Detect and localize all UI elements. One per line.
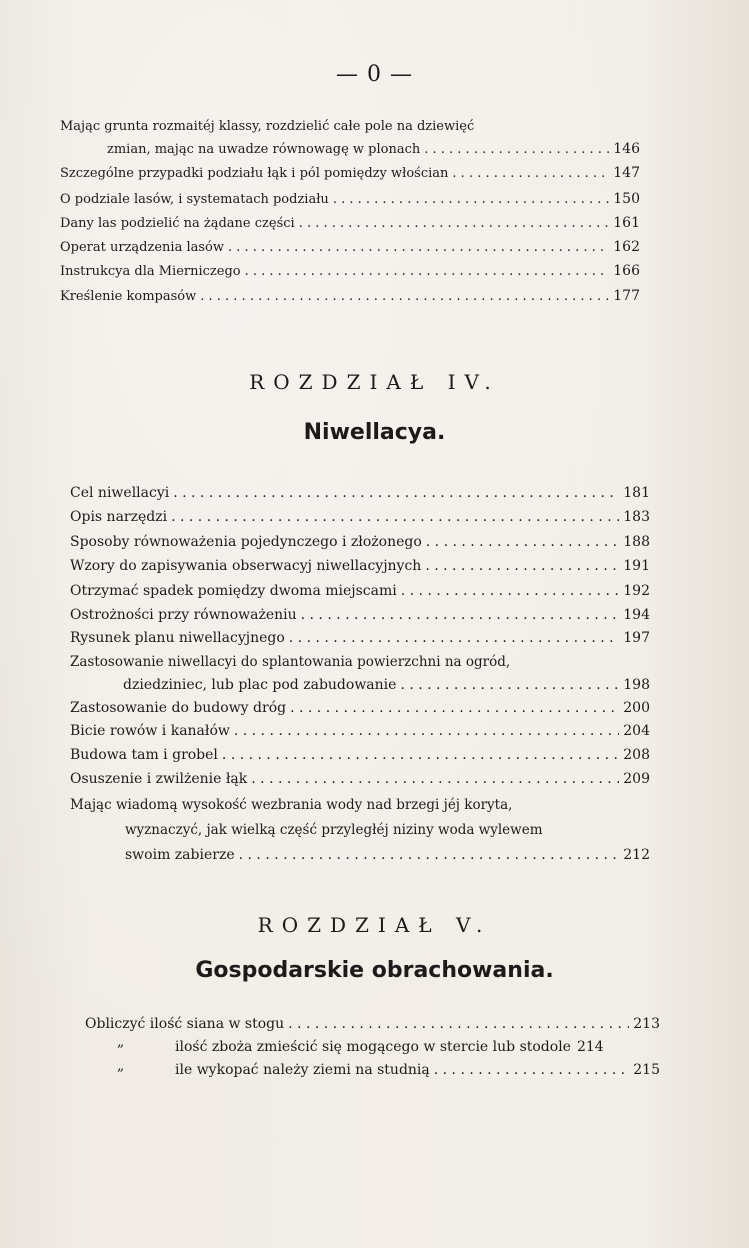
toc-page-number: 162: [613, 239, 640, 255]
toc-page-number: 194: [623, 607, 650, 623]
toc-entry: Ostrożności przy równoważeniu . . . 194: [70, 605, 650, 625]
toc-page-number: 192: [623, 583, 650, 599]
toc-page-number: 214: [576, 1039, 604, 1055]
toc-entry: Zastosowanie do budowy dróg . . . 200: [70, 698, 650, 718]
toc-entry: ilość zboża zmieścić się mogącego w stercie lub stodole 214: [175, 1039, 604, 1055]
toc-page-number: 146: [613, 141, 640, 157]
toc-entry: Kreślenie kompasów . . . 177: [60, 286, 640, 306]
toc-entry: Szczególne przypadki podziału łąk i pól pomiędzy włościan . . . 147: [60, 163, 640, 183]
toc-entry-continuation: dziedziniec, lub plac pod zabudowanie . . . 198: [123, 675, 650, 695]
leader-dots: [434, 1060, 630, 1080]
chapter-title: Niwellacya.: [303, 420, 446, 445]
toc-entry: Cel niwellacyi . . . 181: [70, 483, 650, 503]
page-number: — 0 —: [336, 62, 413, 87]
toc-entry: Bicie rowów i kanałów . . . 204: [70, 721, 650, 741]
toc-page-number: 215: [633, 1062, 660, 1078]
leader-dots: [401, 581, 620, 601]
leader-dots: [425, 556, 619, 576]
leader-dots: [234, 721, 619, 741]
leader-dots: [222, 745, 619, 765]
toc-entry: Dany las podzielić na żądane części . . . 161: [60, 213, 640, 233]
leader-dots: [400, 675, 619, 695]
toc-page-number: 191: [623, 558, 650, 574]
toc-entry-label: Mając grunta rozmaitéj klassy, rozdzielić całe pole na dziewięć: [60, 119, 475, 134]
leader-dots: [301, 605, 620, 625]
leader-dots: [299, 214, 610, 234]
ditto-mark: „: [117, 1034, 125, 1050]
leader-dots: [251, 769, 619, 789]
toc-page-number: 204: [623, 723, 650, 739]
toc-entry: Budowa tam i grobel . . . 208: [70, 745, 650, 765]
chapter-title: Gospodarskie obrachowania.: [195, 958, 554, 983]
leader-dots: [426, 532, 620, 552]
leader-dots: [333, 190, 609, 210]
leader-dots: [200, 287, 609, 307]
leader-dots: [290, 698, 619, 718]
toc-page-number: 166: [613, 263, 640, 279]
toc-entry: Osuszenie i zwilżenie łąk . . . 209: [70, 769, 650, 789]
toc-page-number: 200: [623, 700, 650, 716]
chapter-heading: ROZDZIAŁ IV.: [249, 370, 500, 394]
toc-entry: ile wykopać należy ziemi na studnią . . . 215: [175, 1060, 660, 1080]
toc-page-number: 177: [613, 288, 640, 304]
ditto-mark: „: [117, 1058, 125, 1074]
toc-entry: Obliczyć ilość siana w stogu . . . 213: [85, 1014, 660, 1034]
chapter-heading: ROZDZIAŁ V.: [257, 913, 492, 937]
leader-dots: [245, 262, 610, 282]
toc-page-number: 150: [613, 191, 640, 207]
toc-entry: Zastosowanie niwellacyi do splantowania powierzchni na ogród,: [70, 654, 511, 670]
toc-entry-continuation: wyznaczyć, jak wielką część przyległéj niziny woda wylewem: [125, 822, 543, 838]
toc-page-number: 213: [633, 1016, 660, 1032]
toc-page-number: 161: [613, 215, 640, 231]
leader-dots: [452, 164, 609, 184]
toc-page-number: 183: [623, 509, 650, 525]
toc-page-number: 209: [623, 771, 650, 787]
leader-dots: [289, 628, 620, 648]
toc-page-number: 208: [623, 747, 650, 763]
toc-entry: Instrukcya dla Mierniczego . . . 166: [60, 261, 640, 281]
toc-page-number: 181: [623, 485, 650, 501]
toc-entry-continuation: zmian, mając na uwadze równowagę w plonach . . . 146: [107, 139, 640, 159]
toc-entry: Opis narzędzi . . . 183: [70, 507, 650, 527]
leader-dots: [173, 483, 619, 503]
leader-dots: [288, 1014, 629, 1034]
toc-page-number: 188: [623, 534, 650, 550]
toc-entry: Otrzymać spadek pomiędzy dwoma miejscami . . . 192: [70, 581, 650, 601]
toc-page-number: 147: [613, 165, 640, 181]
toc-page-number: 198: [623, 677, 650, 693]
toc-entry: Sposoby równoważenia pojedynczego i złożonego . . . 188: [70, 532, 650, 552]
toc-entry: Operat urządzenia lasów . . . 162: [60, 237, 640, 257]
toc-entry: Wzory do zapisywania obserwacyj niwellacyjnych . . . 191: [70, 556, 650, 576]
toc-entry: Rysunek planu niwellacyjnego . . . 197: [70, 628, 650, 648]
toc-entry-continuation: swoim zabierze . . . 212: [125, 845, 650, 865]
toc-entry: [60, 117, 640, 137]
toc-page-number: 197: [623, 630, 650, 646]
toc-entry: Mając wiadomą wysokość wezbrania wody nad brzegi jéj koryta,: [70, 797, 513, 813]
leader-dots: [424, 140, 609, 160]
toc-page-number: 212: [623, 847, 650, 863]
toc-entry: O podziale lasów, i systematach podziału . . . 150: [60, 189, 640, 209]
leader-dots: [171, 507, 619, 527]
leader-dots: [239, 845, 620, 865]
leader-dots: [228, 238, 609, 258]
